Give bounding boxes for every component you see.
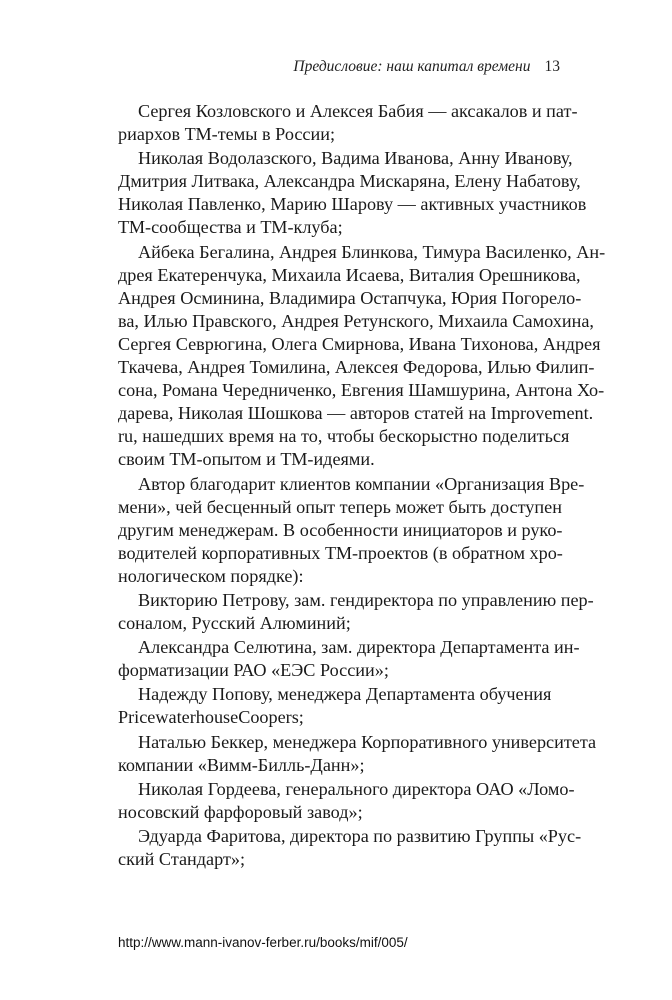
text-line: ТМ-сообщества и ТМ-клуба; (118, 217, 343, 238)
text-line: Сергея Севрюгина, Олега Смирнова, Ивана Тихонова, Андрея (118, 333, 601, 354)
paragraph (118, 636, 580, 682)
text-line: Наталью Беккер, менеджера Корпоративного университета (138, 731, 597, 752)
text-line: Надежду Попову, менеджера Департамента обучения (138, 684, 552, 705)
paragraph (118, 473, 585, 588)
paragraph (118, 731, 597, 777)
text-line: водителей корпоративных ТМ-проектов (в обратном хро- (118, 542, 563, 563)
text-line: ва, Илью Правского, Андрея Ретунского, Михаила Самохина, (118, 310, 594, 331)
text-line: Николая Водолазского, Вадима Иванова, Анну Иванову, (138, 148, 573, 169)
paragraph (118, 100, 578, 146)
text-line: Андрея Осминина, Владимира Остапчука, Юрия Погорело- (118, 287, 582, 308)
text-line: Айбека Бегалина, Андрея Блинкова, Тимура Василенко, Ан- (138, 241, 606, 262)
page-body (118, 100, 606, 872)
paragraph (118, 241, 606, 472)
text-line: PricewaterhouseCoopers; (118, 707, 304, 728)
text-line: Дмитрия Литвака, Александра Мискаряна, Елену Набатову, (118, 171, 581, 192)
text-line: Эдуарда Фаритова, директора по развитию Группы «Рус- (138, 825, 582, 846)
text-line: Ткачева, Андрея Томилина, Алексея Федорова, Илью Филип- (118, 357, 595, 378)
text-line: Сергея Козловского и Алексея Бабия — аксакалов и пат- (138, 101, 578, 121)
running-header (293, 58, 560, 76)
text-line: компании «Вимм-Билль-Данн»; (118, 754, 365, 775)
text-line: Николая Гордеева, генерального директора ОАО «Ломо- (138, 778, 575, 799)
text-line: риархов ТМ-темы в России; (118, 124, 336, 145)
paragraph (118, 683, 558, 729)
paragraph (118, 825, 582, 871)
text-line: Автор благодарит клиентов компании «Организация Вре- (138, 473, 585, 494)
text-line: Александра Селютина, зам. директора Департамента ин- (138, 637, 580, 658)
footer-url[interactable]: http://www.mann-ivanov-ferber.ru/books/mif/005/ (118, 935, 408, 950)
page-number: 13 (544, 58, 560, 75)
text-line: мени», чей бесценный опыт теперь может быть доступен (118, 496, 562, 517)
text-line: форматизации РАО «ЕЭС России»; (118, 660, 389, 681)
text-line: нологическом порядке): (118, 565, 304, 586)
text-line: Николая Павленко, Марию Шарову — активных участников (118, 194, 587, 215)
text-line: Викторию Петрову, зам. гендиректора по управлению пер- (138, 589, 594, 610)
text-line: своим ТМ-опытом и ТМ-идеями. (118, 449, 375, 470)
text-line: дрея Екатеренчука, Михаила Исаева, Виталия Орешникова, (118, 264, 581, 285)
paragraph (118, 147, 587, 239)
text-line: дарева, Николая Шошкова — авторов статей на Improvement. (118, 403, 594, 424)
text-line: носовский фарфоровый завод»; (118, 801, 363, 822)
text-line: соналом, Русский Алюминий; (118, 613, 351, 634)
paragraph (118, 778, 575, 824)
running-header-title: Предисловие: наш капитал времени (293, 58, 531, 75)
text-line: ский Стандарт»; (118, 849, 246, 869)
text-line: ru, нашедших время на то, чтобы бескорыстно поделиться (118, 426, 570, 447)
text-line: другим менеджерам. В особенности инициаторов и руко- (118, 519, 563, 540)
text-line: сона, Романа Чередниченко, Евгения Шамшурина, Антона Хо- (118, 380, 605, 401)
paragraph (118, 589, 594, 635)
